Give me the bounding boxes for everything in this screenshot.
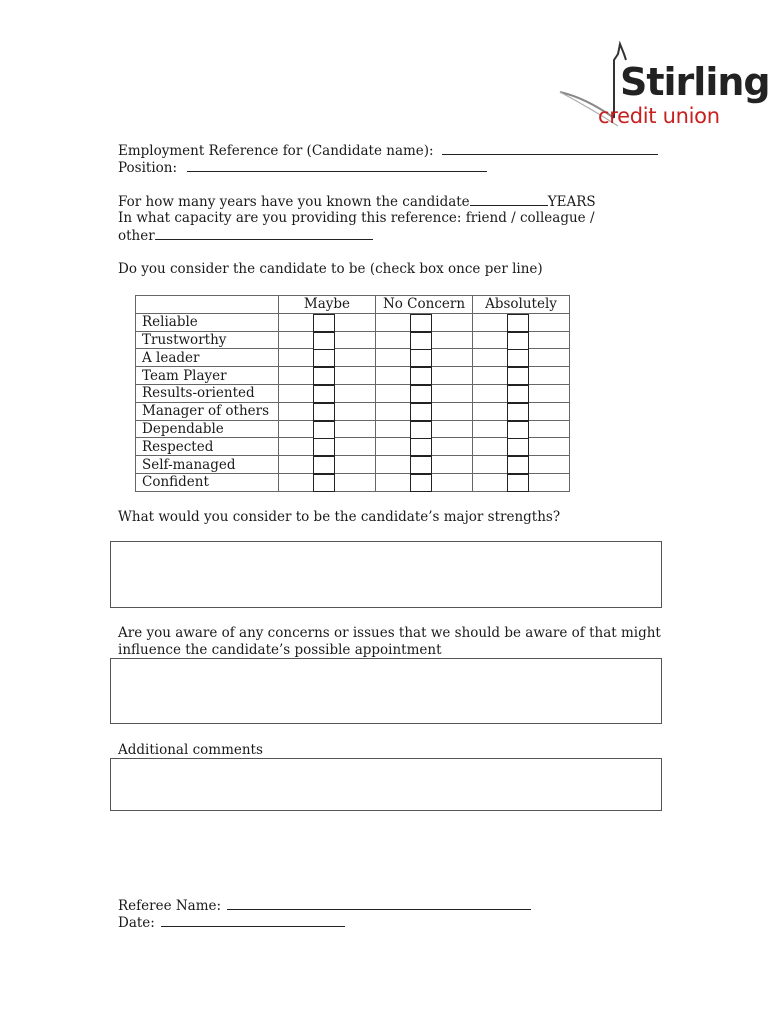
row-label: Trustworthy: [136, 331, 279, 349]
checkbox-absolutely[interactable]: [507, 314, 529, 332]
checkbox-absolutely[interactable]: [507, 403, 529, 421]
cell-no-concern: [376, 384, 473, 402]
row-label: Confident: [136, 473, 279, 491]
date-row: [118, 914, 345, 932]
cell-no-concern: [376, 331, 473, 349]
checkbox-maybe[interactable]: [313, 421, 335, 439]
candidate-name-label: Employment Reference for (Candidate name):: [118, 143, 434, 159]
checkbox-maybe[interactable]: [313, 438, 335, 456]
row-label: A leader: [136, 349, 279, 367]
column-maybe: Maybe: [279, 296, 376, 314]
comments-label: Additional comments: [118, 742, 263, 758]
column-absolutely: Absolutely: [473, 296, 570, 314]
referee-name-label: Referee Name:: [118, 898, 222, 914]
cell-absolutely: [473, 438, 570, 456]
checkbox-no-concern[interactable]: [410, 314, 432, 332]
checkbox-absolutely[interactable]: [507, 438, 529, 456]
concerns-label-line1: Are you aware of any concerns or issues that we should be aware of that might: [118, 625, 661, 641]
cell-no-concern: [376, 420, 473, 438]
checkbox-no-concern[interactable]: [410, 403, 432, 421]
cell-absolutely: [473, 367, 570, 385]
cell-absolutely: [473, 384, 570, 402]
other-row: [118, 227, 373, 245]
strengths-label: What would you consider to be the candidate’s major strengths?: [118, 509, 561, 525]
checkbox-maybe[interactable]: [313, 314, 335, 332]
checkbox-no-concern[interactable]: [410, 421, 432, 439]
cell-maybe: [279, 456, 376, 474]
cell-maybe: [279, 367, 376, 385]
table-row: [136, 438, 570, 456]
row-label: Manager of others: [136, 402, 279, 420]
cell-no-concern: [376, 313, 473, 331]
cell-maybe: [279, 349, 376, 367]
checkbox-no-concern[interactable]: [410, 367, 432, 385]
cell-maybe: [279, 313, 376, 331]
checkbox-maybe[interactable]: [313, 385, 335, 403]
table-row: [136, 313, 570, 331]
row-label: Respected: [136, 438, 279, 456]
cell-absolutely: [473, 473, 570, 491]
table-row: [136, 420, 570, 438]
cell-maybe: [279, 384, 376, 402]
table-header-row: [136, 296, 570, 314]
cell-no-concern: [376, 402, 473, 420]
check-intro: Do you consider the candidate to be (check box once per line): [118, 261, 543, 277]
rating-table: [135, 295, 570, 492]
concerns-label-line2: influence the candidate’s possible appointment: [118, 642, 442, 658]
table-row: [136, 367, 570, 385]
checkbox-no-concern[interactable]: [410, 474, 432, 492]
table-header-blank: [136, 296, 279, 314]
checkbox-absolutely[interactable]: [507, 456, 529, 474]
checkbox-maybe[interactable]: [313, 332, 335, 350]
cell-no-concern: [376, 456, 473, 474]
position-row: [118, 159, 487, 177]
cell-maybe: [279, 402, 376, 420]
checkbox-no-concern[interactable]: [410, 332, 432, 350]
strengths-textarea[interactable]: [110, 541, 662, 608]
checkbox-no-concern[interactable]: [410, 456, 432, 474]
checkbox-no-concern[interactable]: [410, 349, 432, 367]
checkbox-no-concern[interactable]: [410, 438, 432, 456]
checkbox-absolutely[interactable]: [507, 349, 529, 367]
position-field[interactable]: [187, 159, 487, 172]
table-row: [136, 384, 570, 402]
cell-absolutely: [473, 420, 570, 438]
table-row: [136, 331, 570, 349]
table-row: [136, 349, 570, 367]
concerns-textarea[interactable]: [110, 658, 662, 724]
checkbox-absolutely[interactable]: [507, 421, 529, 439]
cell-maybe: [279, 438, 376, 456]
checkbox-maybe[interactable]: [313, 349, 335, 367]
referee-row: [118, 897, 531, 915]
years-unit: YEARS: [547, 194, 596, 210]
checkbox-absolutely[interactable]: [507, 385, 529, 403]
cell-absolutely: [473, 331, 570, 349]
date-field[interactable]: [161, 914, 345, 927]
cell-no-concern: [376, 438, 473, 456]
referee-name-field[interactable]: [227, 897, 531, 910]
row-label: Self-managed: [136, 456, 279, 474]
column-no-concern: No Concern: [376, 296, 473, 314]
row-label: Reliable: [136, 313, 279, 331]
years-field[interactable]: [470, 193, 548, 206]
cell-absolutely: [473, 402, 570, 420]
cell-absolutely: [473, 349, 570, 367]
capacity-label: In what capacity are you providing this reference: friend / colleague /: [118, 210, 595, 226]
row-label: Results-oriented: [136, 384, 279, 402]
years-label: For how many years have you known the candidate: [118, 194, 470, 210]
stirling-logo: [556, 40, 770, 135]
cell-maybe: [279, 420, 376, 438]
table-row: [136, 456, 570, 474]
position-label: Position:: [118, 160, 178, 176]
row-label: Dependable: [136, 420, 279, 438]
cell-absolutely: [473, 456, 570, 474]
table-row: [136, 402, 570, 420]
candidate-name-row: [118, 142, 658, 160]
table-row: [136, 473, 570, 491]
logo-wordmark: Stirling: [620, 60, 770, 104]
checkbox-maybe[interactable]: [313, 456, 335, 474]
candidate-name-field[interactable]: [442, 142, 658, 155]
checkbox-maybe[interactable]: [313, 367, 335, 385]
cell-absolutely: [473, 313, 570, 331]
checkbox-absolutely[interactable]: [507, 332, 529, 350]
row-label: Team Player: [136, 367, 279, 385]
checkbox-no-concern[interactable]: [410, 385, 432, 403]
cell-maybe: [279, 473, 376, 491]
date-label: Date:: [118, 915, 155, 931]
comments-textarea[interactable]: [110, 758, 662, 811]
logo-tagline: credit union: [598, 104, 720, 128]
checkbox-absolutely[interactable]: [507, 367, 529, 385]
cell-maybe: [279, 331, 376, 349]
cell-no-concern: [376, 473, 473, 491]
checkbox-absolutely[interactable]: [507, 474, 529, 492]
years-row: [118, 193, 596, 211]
cell-no-concern: [376, 349, 473, 367]
cell-no-concern: [376, 367, 473, 385]
checkbox-maybe[interactable]: [313, 474, 335, 492]
other-label: other: [118, 228, 155, 244]
checkbox-maybe[interactable]: [313, 403, 335, 421]
other-field[interactable]: [155, 227, 373, 240]
